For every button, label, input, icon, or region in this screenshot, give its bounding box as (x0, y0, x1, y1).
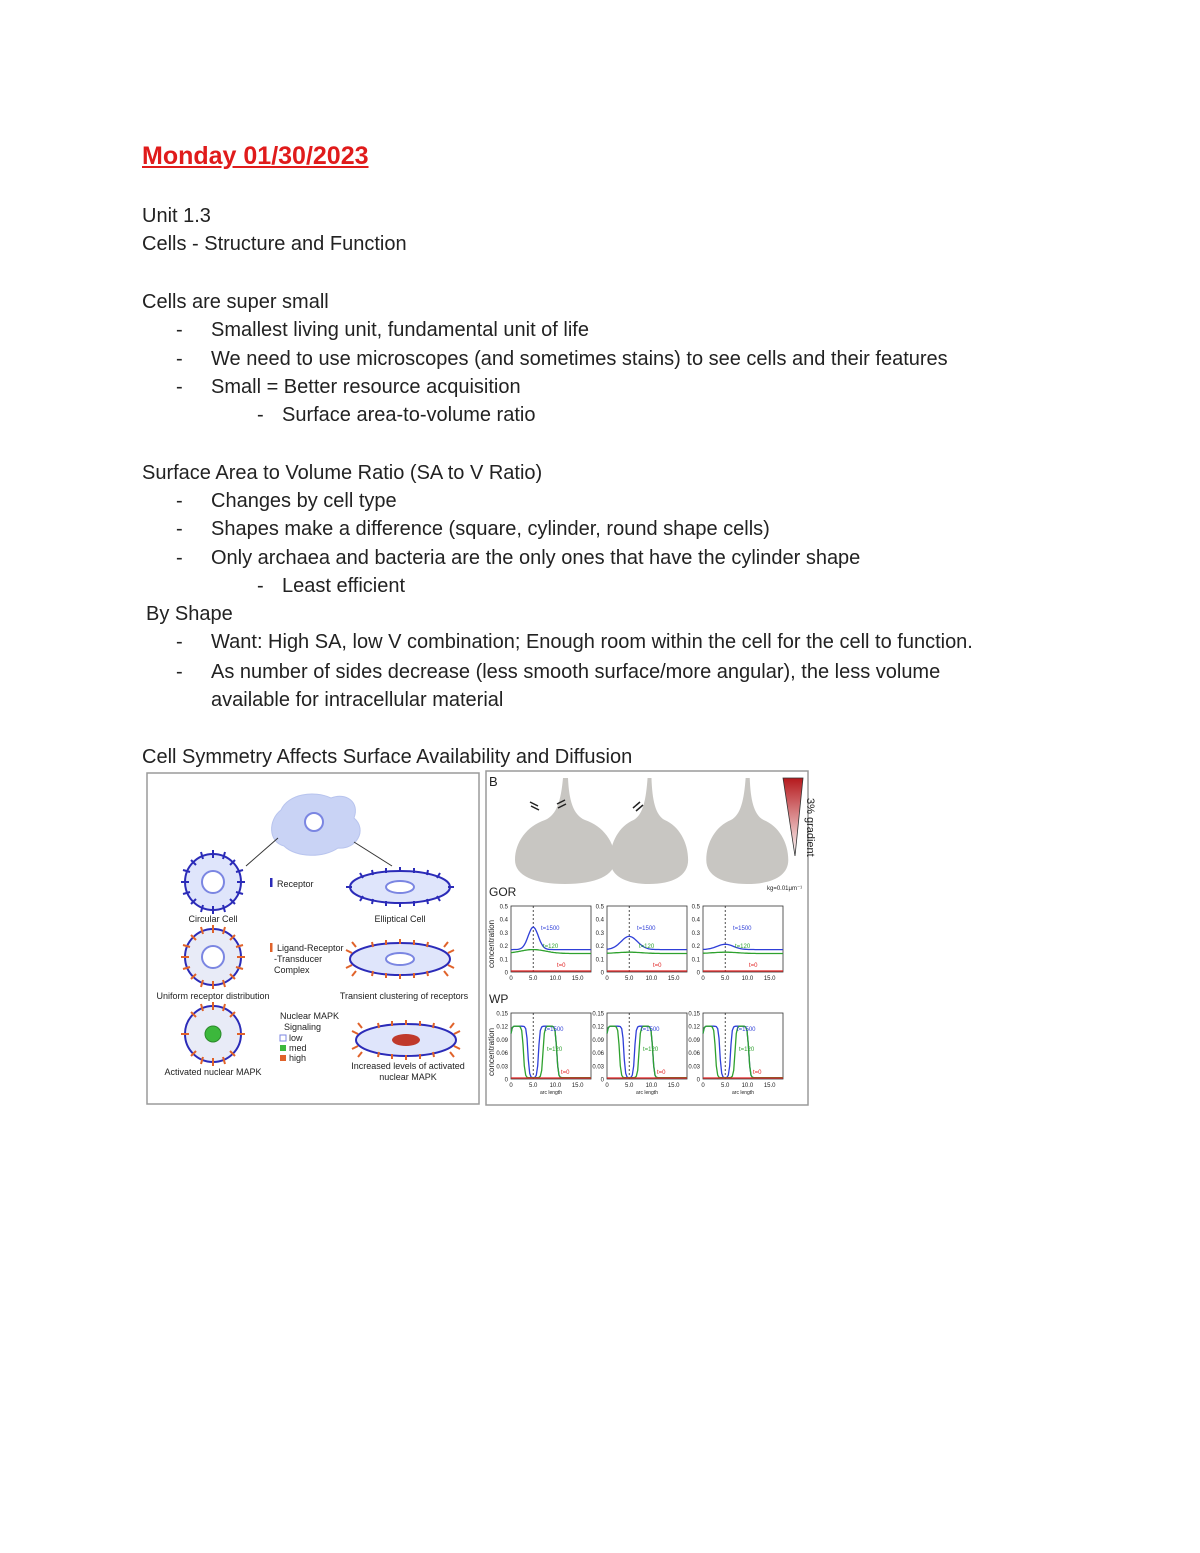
bullet-dash: - (176, 319, 183, 341)
y-tick-label: 0.15 (496, 1011, 508, 1018)
gor-label: GOR (489, 885, 517, 899)
x-tick-label: 15.0 (667, 1083, 680, 1089)
y-tick-label: 0 (504, 1077, 508, 1084)
series-label-t0: t=0 (557, 963, 566, 969)
bullet-dash: - (176, 661, 183, 683)
receptor-legend-label: Receptor (277, 879, 314, 889)
x-tick-label: 10.0 (549, 976, 562, 982)
bullet-dash: - (176, 518, 183, 540)
x-tick-label: 15.0 (571, 976, 584, 982)
y-tick-label: 0.1 (691, 957, 700, 964)
x-tick-label: 5.0 (721, 976, 730, 982)
sub-bullet-text: Surface area-to-volume ratio (282, 404, 536, 426)
amoeboid-nucleus (305, 813, 323, 831)
complex-legend-line1: Ligand-Receptor (277, 943, 344, 953)
gradient-label: 3% gradient (804, 798, 816, 857)
series-label-t1500: t=1500 (541, 926, 560, 932)
y-tick-label: 0.5 (499, 904, 508, 911)
series-label-t120: t=120 (735, 944, 751, 950)
series-label-t0: t=0 (749, 963, 758, 969)
sub-bullet-text: Least efficient (282, 575, 406, 597)
x-tick-label: 15.0 (763, 976, 776, 982)
x-axis-label: arc length (636, 1090, 658, 1096)
series-label-t120: t=120 (643, 1047, 659, 1053)
series-label-t1500: t=1500 (637, 926, 656, 932)
y-tick-label: 0.12 (496, 1024, 508, 1031)
x-tick-label: 0 (509, 1083, 513, 1089)
page-title: Monday 01/30/2023 (142, 142, 369, 170)
bullet-text: Smallest living unit, fundamental unit of life (211, 319, 589, 341)
series-label-t0: t=0 (561, 1070, 570, 1076)
bullet-text: We need to use microscopes (and sometimes stains) to see cells and their features (211, 348, 948, 370)
complex-legend-line3: Complex (274, 965, 310, 975)
bullet-text-continuation: available for intracellular material (211, 689, 504, 711)
y-tick-label: 0.4 (691, 917, 700, 924)
bullet-dash: - (176, 490, 183, 512)
y-tick-label: 0.09 (592, 1037, 604, 1044)
mapk-legend-title1: Nuclear MAPK (280, 1011, 340, 1021)
x-tick-label: 10.0 (549, 1083, 562, 1089)
y-tick-label: 0.1 (595, 957, 604, 964)
complex-legend-swatch (270, 943, 273, 952)
series-label-t120: t=120 (639, 944, 655, 950)
mapk-low-swatch (280, 1035, 286, 1041)
series-label-t1500: t=1500 (641, 1027, 660, 1033)
y-tick-label: 0.06 (592, 1051, 604, 1058)
y-tick-label: 0 (600, 1077, 604, 1084)
transient-clustering-label: Transient clustering of receptors (339, 991, 469, 1001)
x-tick-label: 0 (701, 1083, 705, 1089)
y-tick-label: 0.4 (595, 917, 604, 924)
section-heading: By Shape (146, 603, 233, 625)
y-tick-label: 0.12 (688, 1024, 700, 1031)
x-tick-label: 15.0 (763, 1083, 776, 1089)
figure-receptor-distribution (146, 772, 480, 1106)
sub-bullet-dash: - (257, 575, 264, 597)
y-tick-label: 0.06 (496, 1051, 508, 1058)
complex-legend-line2: -Transducer (274, 954, 323, 964)
x-tick-label: 10.0 (741, 1083, 754, 1089)
wp-ylabel: concentration (487, 1027, 496, 1076)
y-tick-label: 0 (696, 970, 700, 977)
y-tick-label: 0.4 (499, 917, 508, 924)
y-tick-label: 0 (600, 970, 604, 977)
x-tick-label: 15.0 (571, 1083, 584, 1089)
y-tick-label: 0.2 (691, 944, 700, 951)
y-tick-label: 0.3 (499, 930, 508, 937)
series-label-t120: t=120 (547, 1047, 563, 1053)
y-tick-label: 0.2 (499, 944, 508, 951)
x-tick-label: 5.0 (529, 1083, 538, 1089)
section-heading: Surface Area to Volume Ratio (SA to V Ratio) (142, 462, 543, 484)
x-tick-label: 10.0 (645, 976, 658, 982)
mapk-med-swatch (280, 1045, 286, 1051)
bullet-dash: - (176, 376, 183, 398)
bullet-text: Changes by cell type (211, 490, 397, 512)
series-label-t120: t=120 (739, 1047, 755, 1053)
mapk-high-swatch (280, 1055, 286, 1061)
circular-cell-label: Circular Cell (188, 914, 238, 924)
x-axis-label: arc length (540, 1090, 562, 1096)
y-tick-label: 0.2 (595, 944, 604, 951)
receptor-legend-swatch (270, 878, 273, 887)
mapk-high-label: high (289, 1053, 307, 1063)
x-tick-label: 0 (605, 1083, 609, 1089)
section-heading: Cells are super small (142, 291, 329, 313)
series-label-t1500: t=1500 (737, 1027, 756, 1033)
y-tick-label: 0 (696, 1077, 700, 1084)
series-label-t1500: t=1500 (733, 926, 752, 932)
bullet-dash: - (176, 631, 183, 653)
y-tick-label: 0.3 (691, 930, 700, 937)
series-label-t0: t=0 (753, 1070, 762, 1076)
x-tick-label: 0 (701, 976, 705, 982)
bullet-dash: - (176, 547, 183, 569)
y-tick-label: 0.09 (688, 1037, 700, 1044)
wp-label: WP (489, 992, 509, 1006)
unit-title: Cells - Structure and Function (142, 233, 407, 255)
x-tick-label: 0 (605, 976, 609, 982)
series-label-t0: t=0 (657, 1070, 666, 1076)
y-tick-label: 0.09 (496, 1037, 508, 1044)
y-tick-label: 0.15 (592, 1011, 604, 1018)
section-heading: Cell Symmetry Affects Surface Availability and Diffusion (142, 746, 633, 768)
x-tick-label: 10.0 (645, 1083, 658, 1089)
y-tick-label: 0.03 (496, 1064, 508, 1071)
y-tick-label: 0.03 (592, 1064, 604, 1071)
x-tick-label: 5.0 (721, 1083, 730, 1089)
x-tick-label: 5.0 (625, 1083, 634, 1089)
x-tick-label: 0 (509, 976, 513, 982)
x-tick-label: 5.0 (529, 976, 538, 982)
increased-mapk-label1: Increased levels of activated (351, 1061, 465, 1071)
mapk-low-label: low (289, 1033, 303, 1043)
mapk-med-label: med (289, 1043, 307, 1053)
series-label-t1500: t=1500 (545, 1027, 564, 1033)
gor-ylabel: concentration (487, 919, 496, 968)
y-tick-label: 0.5 (691, 904, 700, 911)
x-tick-label: 5.0 (625, 976, 634, 982)
y-tick-label: 0.12 (592, 1024, 604, 1031)
y-tick-label: 0.15 (688, 1011, 700, 1018)
increased-mapk-label2: nuclear MAPK (379, 1072, 437, 1082)
bullet-text: Only archaea and bacteria are the only ones that have the cylinder shape (211, 547, 861, 569)
bullet-text: Want: High SA, low V combination; Enough room within the cell for the cell to function. (211, 631, 973, 653)
unit-number: Unit 1.3 (142, 205, 211, 227)
bullet-text: Shapes make a difference (square, cylinder, round shape cells) (211, 518, 770, 540)
y-tick-label: 0 (504, 970, 508, 977)
x-tick-label: 10.0 (741, 976, 754, 982)
y-tick-label: 0.3 (595, 930, 604, 937)
kg-label: kg=0.01μm⁻¹ (767, 886, 803, 892)
sub-bullet-dash: - (257, 404, 264, 426)
y-tick-label: 0.03 (688, 1064, 700, 1071)
x-tick-label: 15.0 (667, 976, 680, 982)
bullet-text: Small = Better resource acquisition (211, 376, 521, 398)
mapk-legend-title2: Signaling (284, 1022, 322, 1032)
activated-mapk-label: Activated nuclear MAPK (164, 1067, 262, 1077)
series-label-t120: t=120 (543, 944, 559, 950)
y-tick-label: 0.5 (595, 904, 604, 911)
panel-label: B (489, 774, 498, 789)
y-tick-label: 0.06 (688, 1051, 700, 1058)
bullet-text: As number of sides decrease (less smooth surface/more angular), the less volume (211, 661, 941, 683)
figure-shape-diffusion (485, 770, 816, 1106)
series-label-t0: t=0 (653, 963, 662, 969)
x-axis-label: arc length (732, 1090, 754, 1096)
elliptical-cell-label: Elliptical Cell (374, 914, 426, 924)
uniform-distribution-label: Uniform receptor distribution (156, 991, 270, 1001)
y-tick-label: 0.1 (499, 957, 508, 964)
bullet-dash: - (176, 348, 183, 370)
